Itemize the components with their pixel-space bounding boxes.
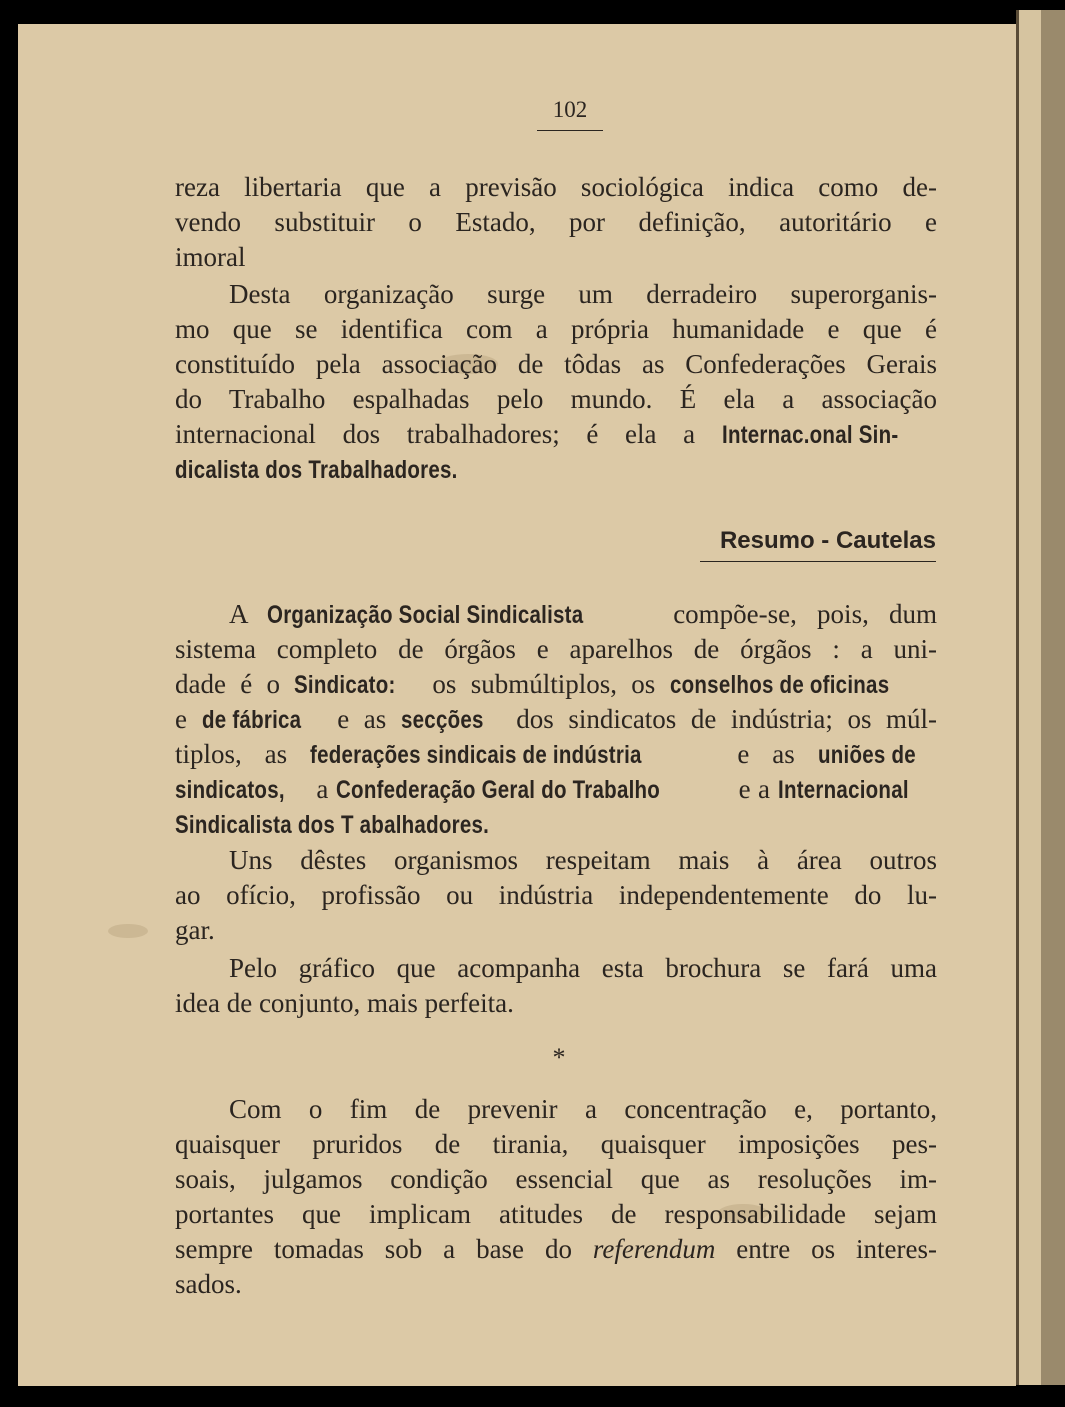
bold-term: Organização Social Sindicalista xyxy=(267,601,584,629)
text-line: sados. xyxy=(175,1269,242,1299)
text-line: Uns dêstes organismos respeitam mais à área outros xyxy=(229,845,937,875)
text-line: mo que se identifica com a própria humanidade e que é xyxy=(175,314,937,344)
text-line: do Trabalho espalhadas pelo mundo. É ela a associação xyxy=(175,384,937,414)
text-line: portantes que implicam atitudes de responsabilidade sejam xyxy=(175,1199,937,1229)
paragraph-1 xyxy=(175,170,937,275)
text-run: dade é o xyxy=(175,669,281,699)
bold-term: uniões de xyxy=(817,741,916,769)
bold-term: Internacional xyxy=(777,776,909,804)
text-run: compõe-se, pois, dum xyxy=(673,599,937,629)
page-edge xyxy=(1016,10,1065,1385)
text-line xyxy=(175,1232,937,1267)
page-number: 102 xyxy=(552,97,588,122)
text-run: os submúltiplos, os xyxy=(432,669,656,699)
section-heading: Resumo - Cautelas xyxy=(700,527,936,562)
text-line xyxy=(175,417,937,452)
text-line: quaisquer pruridos de tirania, quaisquer imposições pes- xyxy=(175,1129,937,1159)
text-run: e a xyxy=(738,774,771,804)
text-line: ao ofício, profissão ou indústria independentemente do lu- xyxy=(175,880,937,910)
paragraph-4 xyxy=(175,843,937,948)
bold-term: secções xyxy=(400,706,484,734)
bold-term: dicalista dos Trabalhadores. xyxy=(175,456,458,484)
text-line xyxy=(175,452,937,487)
text-line xyxy=(175,807,937,842)
text-line xyxy=(175,737,937,772)
text-line xyxy=(175,702,937,737)
text-line xyxy=(175,772,937,807)
text-line: constituído pela associação de tôdas as Confederações Gerais xyxy=(175,349,937,379)
text-run: e xyxy=(175,704,187,734)
text-line: Pelo gráfico que acompanha esta brochura se fará uma xyxy=(229,953,937,983)
italic-term: referendum xyxy=(592,1234,716,1264)
paragraph-3 xyxy=(175,597,937,842)
text-line: gar. xyxy=(175,915,215,945)
text-line: Com o fim de prevenir a concentração e, portanto, xyxy=(229,1094,937,1124)
text-run: e as xyxy=(337,704,387,734)
text-run: e as xyxy=(737,739,795,769)
paragraph-6 xyxy=(175,1092,937,1302)
bold-term: Sindicato: xyxy=(294,671,396,699)
text-line xyxy=(175,667,937,702)
text-run: dos sindicatos de indústria; os múl- xyxy=(516,704,938,734)
section-separator-asterisk: * xyxy=(552,1043,566,1072)
bold-term: Confederação Geral do Trabalho xyxy=(335,776,660,804)
text-line xyxy=(175,597,937,632)
bold-term: sindicatos, xyxy=(175,776,285,804)
text-run: tiplos, as xyxy=(175,739,288,769)
text-line: Desta organização surge um derradeiro superorganis- xyxy=(229,279,937,309)
bold-term: de fábrica xyxy=(201,706,301,734)
text-line: soais, julgamos condição essencial que as resoluções im- xyxy=(175,1164,937,1194)
text-line: vendo substituir o Estado, por definição, autoritário e xyxy=(175,207,937,237)
text-run: a xyxy=(316,774,329,804)
text-run: internacional dos trabalhadores; é ela a xyxy=(175,419,696,449)
text-run: A xyxy=(229,599,248,629)
text-run: entre os interes- xyxy=(736,1234,938,1264)
paragraph-2 xyxy=(175,277,937,487)
page-number-rule xyxy=(537,130,603,131)
bold-term: conselhos de oficinas xyxy=(669,671,889,699)
bold-term: Internac.onal Sin- xyxy=(721,421,899,449)
text-line: idea de conjunto, mais perfeita. xyxy=(175,988,514,1018)
text-line: reza libertaria que a previsão sociológica indica como de- xyxy=(175,172,937,202)
text-line: imoral xyxy=(175,242,246,272)
bold-term: Sindicalista dos T abalhadores. xyxy=(175,811,490,839)
text-line: sistema completo de órgãos e aparelhos de órgãos : a uni- xyxy=(175,634,937,664)
paragraph-5 xyxy=(175,951,937,1021)
bold-term: federações sindicais de indústria xyxy=(310,741,642,769)
text-run: sempre tomadas sob a base do xyxy=(175,1234,572,1264)
